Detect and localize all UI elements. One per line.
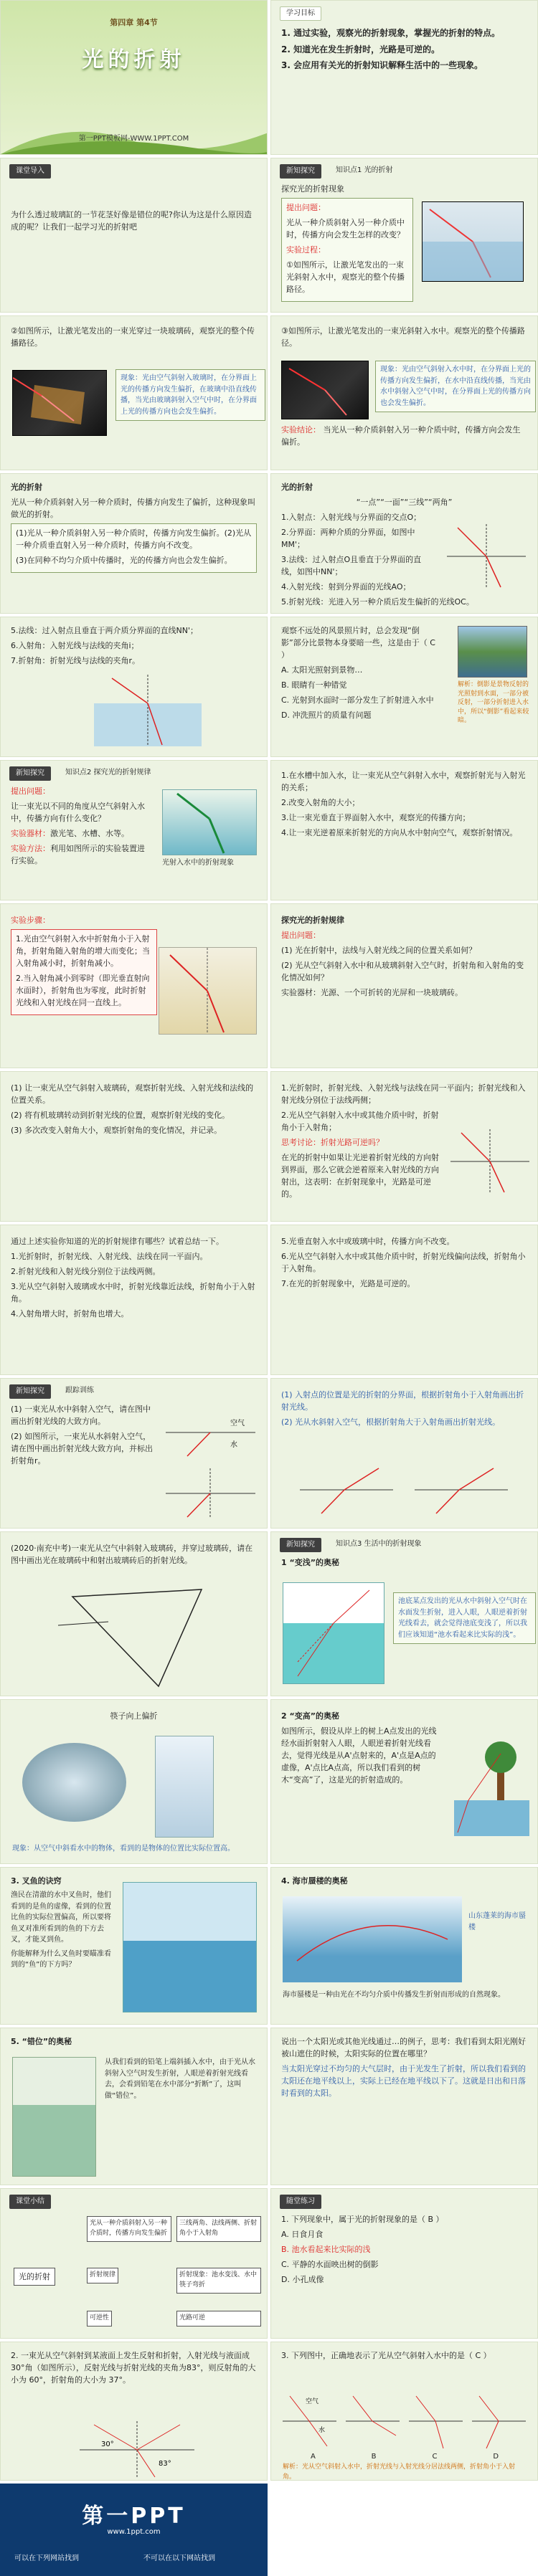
result-2: 2.当入射角减小到零时（即光垂直射向水面时），折射角也为零度，此时折射光线和入射光线在同一直线上。: [16, 974, 150, 1008]
water-tank-caption: 光射入水中的折射现象: [162, 859, 234, 867]
conclusion-heading: 实验结论：: [281, 425, 321, 434]
exam-question: (2020·南充中考)一束光从空气中斜射入玻璃砖，并穿过玻璃砖，请在图中画出光在玻璃砖中和射出玻璃砖后的折射光线。: [11, 1544, 253, 1566]
explore-slide-3: [270, 315, 538, 470]
angle-item-2: 6.入射角：入射光线与法线的夹角i；: [11, 641, 139, 651]
option-b-diagram: [346, 2396, 400, 2435]
summary-2: 2.折射光线和入射光线分别位于法线两侧。: [11, 1267, 161, 1277]
quiz-1-a: A. 日食月食: [281, 2230, 324, 2240]
map-node-6: 可逆性: [87, 2311, 112, 2327]
cover-url: 第一PPT模板网-WWW.1PPT.COM: [78, 135, 189, 143]
glass-observation: [115, 369, 265, 421]
tree-diagram: [454, 1736, 529, 1836]
option-b: B. 眼睛有一种错觉: [281, 680, 347, 690]
fishing-heading: 3. 叉鱼的诀窍: [11, 1876, 62, 1886]
quiz-3-diagrams: [283, 2392, 527, 2450]
law-procedure-slide: [0, 1071, 268, 1222]
law-method-text: 利用如图所示的实验装置进行实验。: [11, 844, 145, 866]
mirage-location: 山东蓬莱的海市蜃楼: [468, 1912, 526, 1931]
mirage-diagram: [283, 1896, 462, 1982]
goals-slide: [270, 0, 538, 155]
term-2: 2.分界面：两种介质的分界面，如图中MM'；: [281, 528, 415, 550]
glass-laser-photo: [12, 370, 107, 436]
water-label-a: 水: [318, 2427, 326, 2434]
summary2-2: 6.光从空气斜射入水中或其他介质中时，折射光线偏向法线，折射角小于入射角。: [281, 1252, 526, 1274]
tree-text: 如图所示，假设从岸上的树上A点发出的光线经水面折射射入人眼，人眼逆着折射光线看去，觉得光线是从A'点射来的，A'点是A点的虚像，A'点比A点高，所以我们看到的树木“变高”了，这是光的折射造成的。: [281, 1726, 437, 1785]
exercise-2: (2) 如图所示，一束光从水斜射入空气，请在图中画出折射光线大致方向，并标出折射角r。: [11, 1432, 153, 1466]
air-label-a: 空气: [306, 2398, 319, 2405]
prism-diagram: [58, 1582, 216, 1690]
refraction-def-slide: [0, 473, 268, 614]
goal-1: 1. 通过实验，观察光的折射现象，掌握光的折射的特点。: [281, 28, 501, 38]
law-question-slide: [270, 903, 538, 1068]
quiz-2-slide: [0, 2342, 268, 2481]
def-heading: 光的折射: [11, 483, 42, 492]
exercise-diagram-2: [166, 1468, 255, 1518]
law2-q-1: (1) 光在折射中，法线与入射光线之间的位置关系如何？: [281, 946, 477, 956]
option-d-diagram: [472, 2396, 526, 2448]
water-observation: [375, 361, 536, 412]
def-text: 光从一种介质斜射入另一种介质时，传播方向发生了偏折，这种现象叫做光的折射。: [11, 498, 255, 520]
summary-4: 4.入射角增大时，折射角也增大。: [11, 1309, 129, 1319]
footer-banner: [0, 2484, 268, 2576]
exercise-diagram-1: [166, 1407, 255, 1458]
water-laser-photo: [281, 361, 369, 419]
quiz-1-b: B. 池水看起来比实际的浅: [281, 2245, 371, 2255]
chopstick-caption: 现象：从空气中斜看水中的物体，看到的是物体的位置比实际位置高。: [12, 1845, 235, 1853]
term-5: 5.折射光线：光进入另一种介质后发生偏折的光线OC。: [281, 597, 474, 607]
law-question-text: 让一束光以不同的角度从空气斜射入水中，传播方向有什么变化？: [11, 802, 145, 824]
procedure-1: (1) 让一束光从空气斜射入玻璃砖，观察折射光线、入射光线和法线的位置关系。: [11, 1083, 254, 1106]
intro-tag: 课堂导入: [9, 164, 51, 179]
law-equip-text: 激光笔、水槽、水等。: [50, 829, 129, 839]
intro-text: 为什么透过玻璃缸的一节花茎好像是错位的呢?你认为这是什么原因造成的呢？让我们一起学习光的折射吧: [11, 210, 252, 232]
finding-3: 思考讨论：折射光路可逆吗？: [281, 1138, 384, 1148]
map-node-3: 折射现象：池水变浅、水中筷子弯折: [176, 2268, 261, 2294]
shallow-observation: [393, 1592, 536, 1644]
quiz-3-question: 3. 下列图中，正确地表示了光从空气斜射入水中的是（ C ）: [281, 2351, 491, 2360]
glass-photo: [155, 1736, 214, 1838]
exercise-answer-2: (2) 光从水斜射入空气，根据折射角大于入射角画出折射光线。: [281, 1417, 501, 1427]
exercise-answer-1: (1) 入射点的位置是光的折射的分界面，根据折射角小于入射角画出折射光线。: [281, 1390, 524, 1412]
summary-map-slide: [0, 2188, 268, 2339]
process-text: ①如图所示，让激光笔发出的一束光斜射入水中，观察光的整个传播路径。: [286, 260, 405, 295]
angles-slide: [0, 617, 268, 757]
law-step-4: 4.让一束光逆着原来折射光的方向从水中射向空气，观察折射情况。: [281, 828, 518, 838]
shallow-heading: 1 “变浅”的奥秘: [281, 1558, 339, 1567]
water-label: 水: [230, 1441, 237, 1449]
air-label: 空气: [230, 1420, 245, 1427]
law-tag: 新知探究: [9, 766, 51, 781]
quiz-2-question: 2. 一束光从空气斜射到某液面上发生反射和折射，入射光线与液面成30°角（如图所示），反射光线与折射光线的夹角为83°，则反射角的大小为 60°，折射角的大小为 37°。: [11, 2351, 256, 2385]
explore-question: 探究光的折射现象: [281, 184, 344, 194]
cover-title: 光的折射: [82, 47, 186, 72]
term-1: 1.入射点：入射光线与分界面的交点O；: [281, 513, 422, 523]
finding-4: 在光的折射中如果让光逆着折射光线的方向射到界面，那么它就会逆着原来入射光线的方向射出，这表明：在折射现象中，光路是可逆的。: [281, 1153, 439, 1199]
quiz-1-c: C. 平静的水面映出树的倒影: [281, 2260, 379, 2270]
procedure-3: (3) 多次改变入射角大小，观察折射角的变化情况，并记录。: [11, 1126, 222, 1136]
life-slide-1: [270, 1531, 538, 1696]
sunset-slide: [270, 2028, 538, 2185]
reflection-question: 观察不远处的风景照片时，总会发现“倒影”部分比景物本身要暗一些，这是由于（ C ）: [281, 626, 435, 660]
map-root: 光的折射: [14, 2268, 55, 2286]
summary2-3: 7.在光的折射现象中，光路是可逆的。: [281, 1279, 415, 1289]
def-note-1: (1)光从一种介质斜射入另一种介质时，传播方向发生偏折。(2)光从一种介质垂直射入另一种介质时，传播方向不改变。: [16, 528, 252, 551]
footer-logo: 第一PPT: [82, 2504, 186, 2529]
refraction-diagram: [447, 524, 526, 589]
law-equip-heading: 实验器材：: [11, 829, 50, 839]
law-steps-slide: [270, 760, 538, 900]
intro-slide: [0, 158, 268, 313]
pencil-slide: [0, 2028, 268, 2185]
finding-1: 1.光折射时，折射光线、入射光线与法线在同一平面内；折射光线和入射光线分别位于法线两侧；: [281, 1083, 526, 1106]
mirage-text: 海市蜃楼是一种由光在不均匀介质中传播发生折射而形成的自然现象。: [283, 1991, 505, 1999]
option-c: C. 光射到水面时一部分发生了折射进入水中: [281, 695, 434, 705]
law-method-heading: 实验方法：: [11, 844, 50, 854]
map-node-1: 光从一种介质斜射入另一种介质时，传播方向发生偏折: [87, 2216, 171, 2242]
option-a-label: A: [310, 2453, 316, 2461]
conclusion-text: 当光从一种介质斜射入另一种介质中时，传播方向会发生偏折。: [281, 425, 521, 447]
law-step-2: 2.改变入射角的大小；: [281, 798, 360, 808]
results-photo: [159, 947, 257, 1035]
summary-1: 1.光折射时，折射光线、入射光线、法线在同一平面内。: [11, 1252, 208, 1262]
quiz-1-slide: [270, 2188, 538, 2339]
question-heading: 提出问题：: [286, 203, 326, 213]
goal-2: 2. 知道光在发生折射时，光路是可逆的。: [281, 44, 440, 54]
sunset-answer: 当太阳光穿过不均匀的大气层时，由于光发生了折射，所以我们看到的太阳还在地平线以上，实际上已经在地平线以下了。这就是日出和日落时看到的太阳。: [281, 2064, 526, 2099]
term-4: 4.入射光线：射到分界面的光线AO；: [281, 582, 411, 592]
mirage-heading: 4. 海市蜃楼的奥秘: [281, 1876, 348, 1886]
chopstick-slide: [0, 1699, 268, 1864]
quiz-3-slide: [270, 2342, 538, 2481]
summary-map-tag: 课堂小结: [9, 2195, 51, 2209]
angle-label-83: 83°: [159, 2460, 171, 2468]
procedure-2: (2) 将有机玻璃转动到折射光线的位置，观察折射光线的变化。: [11, 1111, 230, 1121]
exercise-answer-diagram: [300, 1465, 508, 1515]
pencil-text: 从我们看到的铅笔上端斜插入水中，由于光从水斜射入空气时发生折射，人眼逆着折射光线看去，会看到铅笔在水中部分“折断”了，这叫做“错位”。: [105, 2058, 255, 2100]
tree-slide: [270, 1699, 538, 1864]
pencil-heading: 5. “错位”的奥秘: [11, 2037, 72, 2046]
quiz-3-answer: 解析：光从空气斜射入水中，折射光线与入射光线分居法线两侧，折射角小于入射角。: [283, 2463, 516, 2481]
pool-diagram: [283, 1582, 384, 1684]
explore-slide-2: [0, 315, 268, 470]
map-node-4: 光路可逆: [176, 2311, 261, 2327]
quiz-1-question: 1. 下列现象中，属于光的折射现象的是（ B ）: [281, 2215, 444, 2224]
law2-heading: 探究光的折射规律: [281, 916, 344, 925]
goal-3: 3. 会应用有关光的折射知识解释生活中的一些现象。: [281, 60, 483, 71]
quiz-tag: 随堂练习: [280, 2195, 321, 2209]
angle-item-3: 7.折射角：折射光线与法线的夹角r。: [11, 656, 141, 666]
explore-tag: 新知探究: [280, 164, 321, 179]
question-text: 光从一种介质斜射入另一种介质中时，传播方向会发生怎样的改变？: [286, 218, 405, 240]
quiz-3-labels: [283, 2451, 527, 2463]
footer-link-1[interactable]: 可以在下列网站找到: [14, 2554, 79, 2562]
reflection-question-slide: [270, 617, 538, 757]
exam-slide: [0, 1531, 268, 1696]
exercise-tag: 新知探究: [9, 1384, 51, 1399]
glass-step-text: ②如图所示，让激光笔发出的一束光穿过一块玻璃砖，观察光的整个传播路径。: [11, 326, 255, 348]
water-step-text: ③如图所示，让激光笔发出的一束光斜射入水中。观察光的整个传播路径。: [281, 326, 525, 348]
life-kp: 知识点3 生活中的折射现象: [336, 1540, 422, 1548]
angle-label-30: 30°: [101, 2440, 114, 2448]
shallow-observation-text: 池底某点发出的光从水中斜射入空气时在水面发生折射，进入人眼，人眼逆着折射光线看去，就会觉得池底变浅了，所以我们应该知道“池水看起来比实际的浅”。: [398, 1597, 527, 1639]
option-b-label: B: [371, 2453, 377, 2461]
fishing-photo: [123, 1882, 257, 2012]
exercise-1: (1) 一束光从水中斜射入空气，请在图中画出折射光线的大致方向。: [11, 1405, 151, 1427]
quiz-1-d: D. 小孔成像: [281, 2275, 324, 2285]
leaf-decoration-icon: [1, 111, 268, 154]
explore-slide-1: [270, 158, 538, 313]
def-note-2: (3)在同种不均匀介质中传播时，光的传播方向也会发生偏折。: [16, 556, 232, 566]
reversible-diagram: [450, 1129, 529, 1194]
law-intro-slide: [0, 760, 268, 900]
exercise-slide: [0, 1378, 268, 1529]
law-question-heading: 提出问题：: [11, 786, 50, 796]
law2-q-heading: 提出问题：: [281, 931, 321, 941]
option-c-diagram: [409, 2396, 463, 2448]
law-summary-slide: [0, 1225, 268, 1375]
terms-heading: 光的折射: [281, 483, 313, 492]
option-c-label: C: [432, 2453, 438, 2461]
law-findings-slide: [270, 1071, 538, 1222]
pencil-photo: [12, 2057, 96, 2177]
option-a-diagram: [283, 2396, 336, 2446]
exercise-kp: 跟踪训练: [65, 1387, 94, 1394]
law2-equip: 实验器材：光源、一个可折转的光屏和一块玻璃砖。: [281, 988, 463, 998]
law-kp: 知识点2 探究光的折射规律: [65, 769, 151, 776]
results-heading: 实验步骤：: [11, 916, 50, 925]
sunset-text: 说出一个太阳光或其他光线通过…的例子，思考：我们看到太阳光刚好被山遮住的时候，太阳实际的位置在哪里？: [281, 2037, 526, 2059]
process-heading: 实验过程：: [286, 245, 326, 255]
goals-tag: 学习目标: [280, 6, 321, 21]
option-d: D. 冲洗照片的质量有问题: [281, 710, 372, 721]
cover-subtitle: 第四章 第4节: [110, 18, 158, 27]
law-step-3: 3.让一束光垂直于界面射入水中，观察光的传播方向；: [281, 813, 471, 823]
bowl-photo: [22, 1743, 126, 1822]
chopstick-heading: 筷子向上偏折: [110, 1711, 158, 1721]
terms-slide: [270, 473, 538, 614]
map-node-5: 折射规律: [87, 2268, 118, 2283]
cover-slide: [0, 0, 268, 155]
water-observation-text: 现象：光由空气斜射入水中时，在分界面上光的传播方向发生偏折，在水中沿直线传播，当光由水中斜射入空气中时，在分界面上光的传播方向也会发生偏折。: [380, 366, 531, 407]
water-tank-photo: [162, 789, 257, 855]
quiz-2-diagram: [80, 2421, 194, 2478]
glass-observation-text: 现象：光由空气斜射入玻璃时，在分界面上光的传播方向发生偏折，在玻璃中沿直线传播，当光由玻璃斜射入空气中时，在分界面上光的传播方向也会发生偏折。: [121, 374, 257, 416]
finding-2: 2.光从空气斜射入水中或其他介质中时，折射角小于入射角；: [281, 1111, 439, 1133]
exercise-answer-slide: [270, 1378, 538, 1529]
angle-item-1: 5.法线：过入射点且垂直于两介质分界面的直线NN'；: [11, 626, 198, 635]
fishing-text: 渔民在清澈的水中叉鱼时，他们看到的是鱼的虚像，看到的位置比鱼的实际位置偏高，所以要将鱼叉对准所看到的鱼的下方去叉，才能叉到鱼。: [11, 1891, 111, 1944]
life-tag: 新知探究: [280, 1538, 321, 1552]
summary-3: 3.光从空气斜射入玻璃或水中时，折射光线靠近法线，折射角小于入射角。: [11, 1282, 255, 1304]
law-summary-2-slide: [270, 1225, 538, 1375]
summary-heading: 通过上述实验你知道的光的折射规律有哪些？试着总结一下。: [11, 1237, 224, 1246]
landscape-photo: [458, 626, 527, 678]
terms-columns: “一点”“一面”“三线”“两角”: [356, 498, 453, 508]
law-step-1: 1.在水槽中加入水，让一束光从空气斜射入水中，观察折射光与入射光的关系；: [281, 771, 526, 793]
option-a: A. 太阳光照射到景物…: [281, 665, 363, 675]
summary2-1: 5.光垂直射入水中或玻璃中时，传播方向不改变。: [281, 1237, 455, 1246]
result-1: 1.光由空气斜射入水中折射角小于入射角，折射角随入射角的增大而变化；当入射角减小时，折射角减小。: [16, 934, 150, 969]
term-3: 3.法线：过入射点O且垂直于分界面的直线，如图中NN'；: [281, 555, 422, 577]
fishing-slide: [0, 1867, 268, 2025]
option-d-label: D: [493, 2453, 499, 2461]
law2-q-2: (2) 光从空气斜射入水中和从玻璃斜射入空气时，折射角和入射角的变化情况如何？: [281, 961, 524, 983]
laser-water-photo: [422, 201, 524, 282]
footer-url: www.1ppt.com: [107, 2528, 161, 2536]
map-node-2: 三线两角、法线两侧、折射角小于入射角: [176, 2216, 261, 2242]
angles-diagram: [94, 675, 202, 746]
footer-link-2[interactable]: 不可以在以下网站找到: [143, 2554, 215, 2562]
tree-heading: 2 “变高”的奥秘: [281, 1711, 339, 1721]
knowledge-point: 知识点1 光的折射: [336, 166, 393, 174]
fishing-question: 你能解释为什么叉鱼时要瞄准看到的“鱼”的下方吗？: [11, 1949, 111, 1969]
law-results-slide: [0, 903, 268, 1068]
mirage-slide: [270, 1867, 538, 2025]
reflection-answer: 解析：倒影是景物反射的光照射到水面，一部分被反射，一部分折射进入水中，所以“倒影”看起来较暗。: [458, 681, 529, 725]
